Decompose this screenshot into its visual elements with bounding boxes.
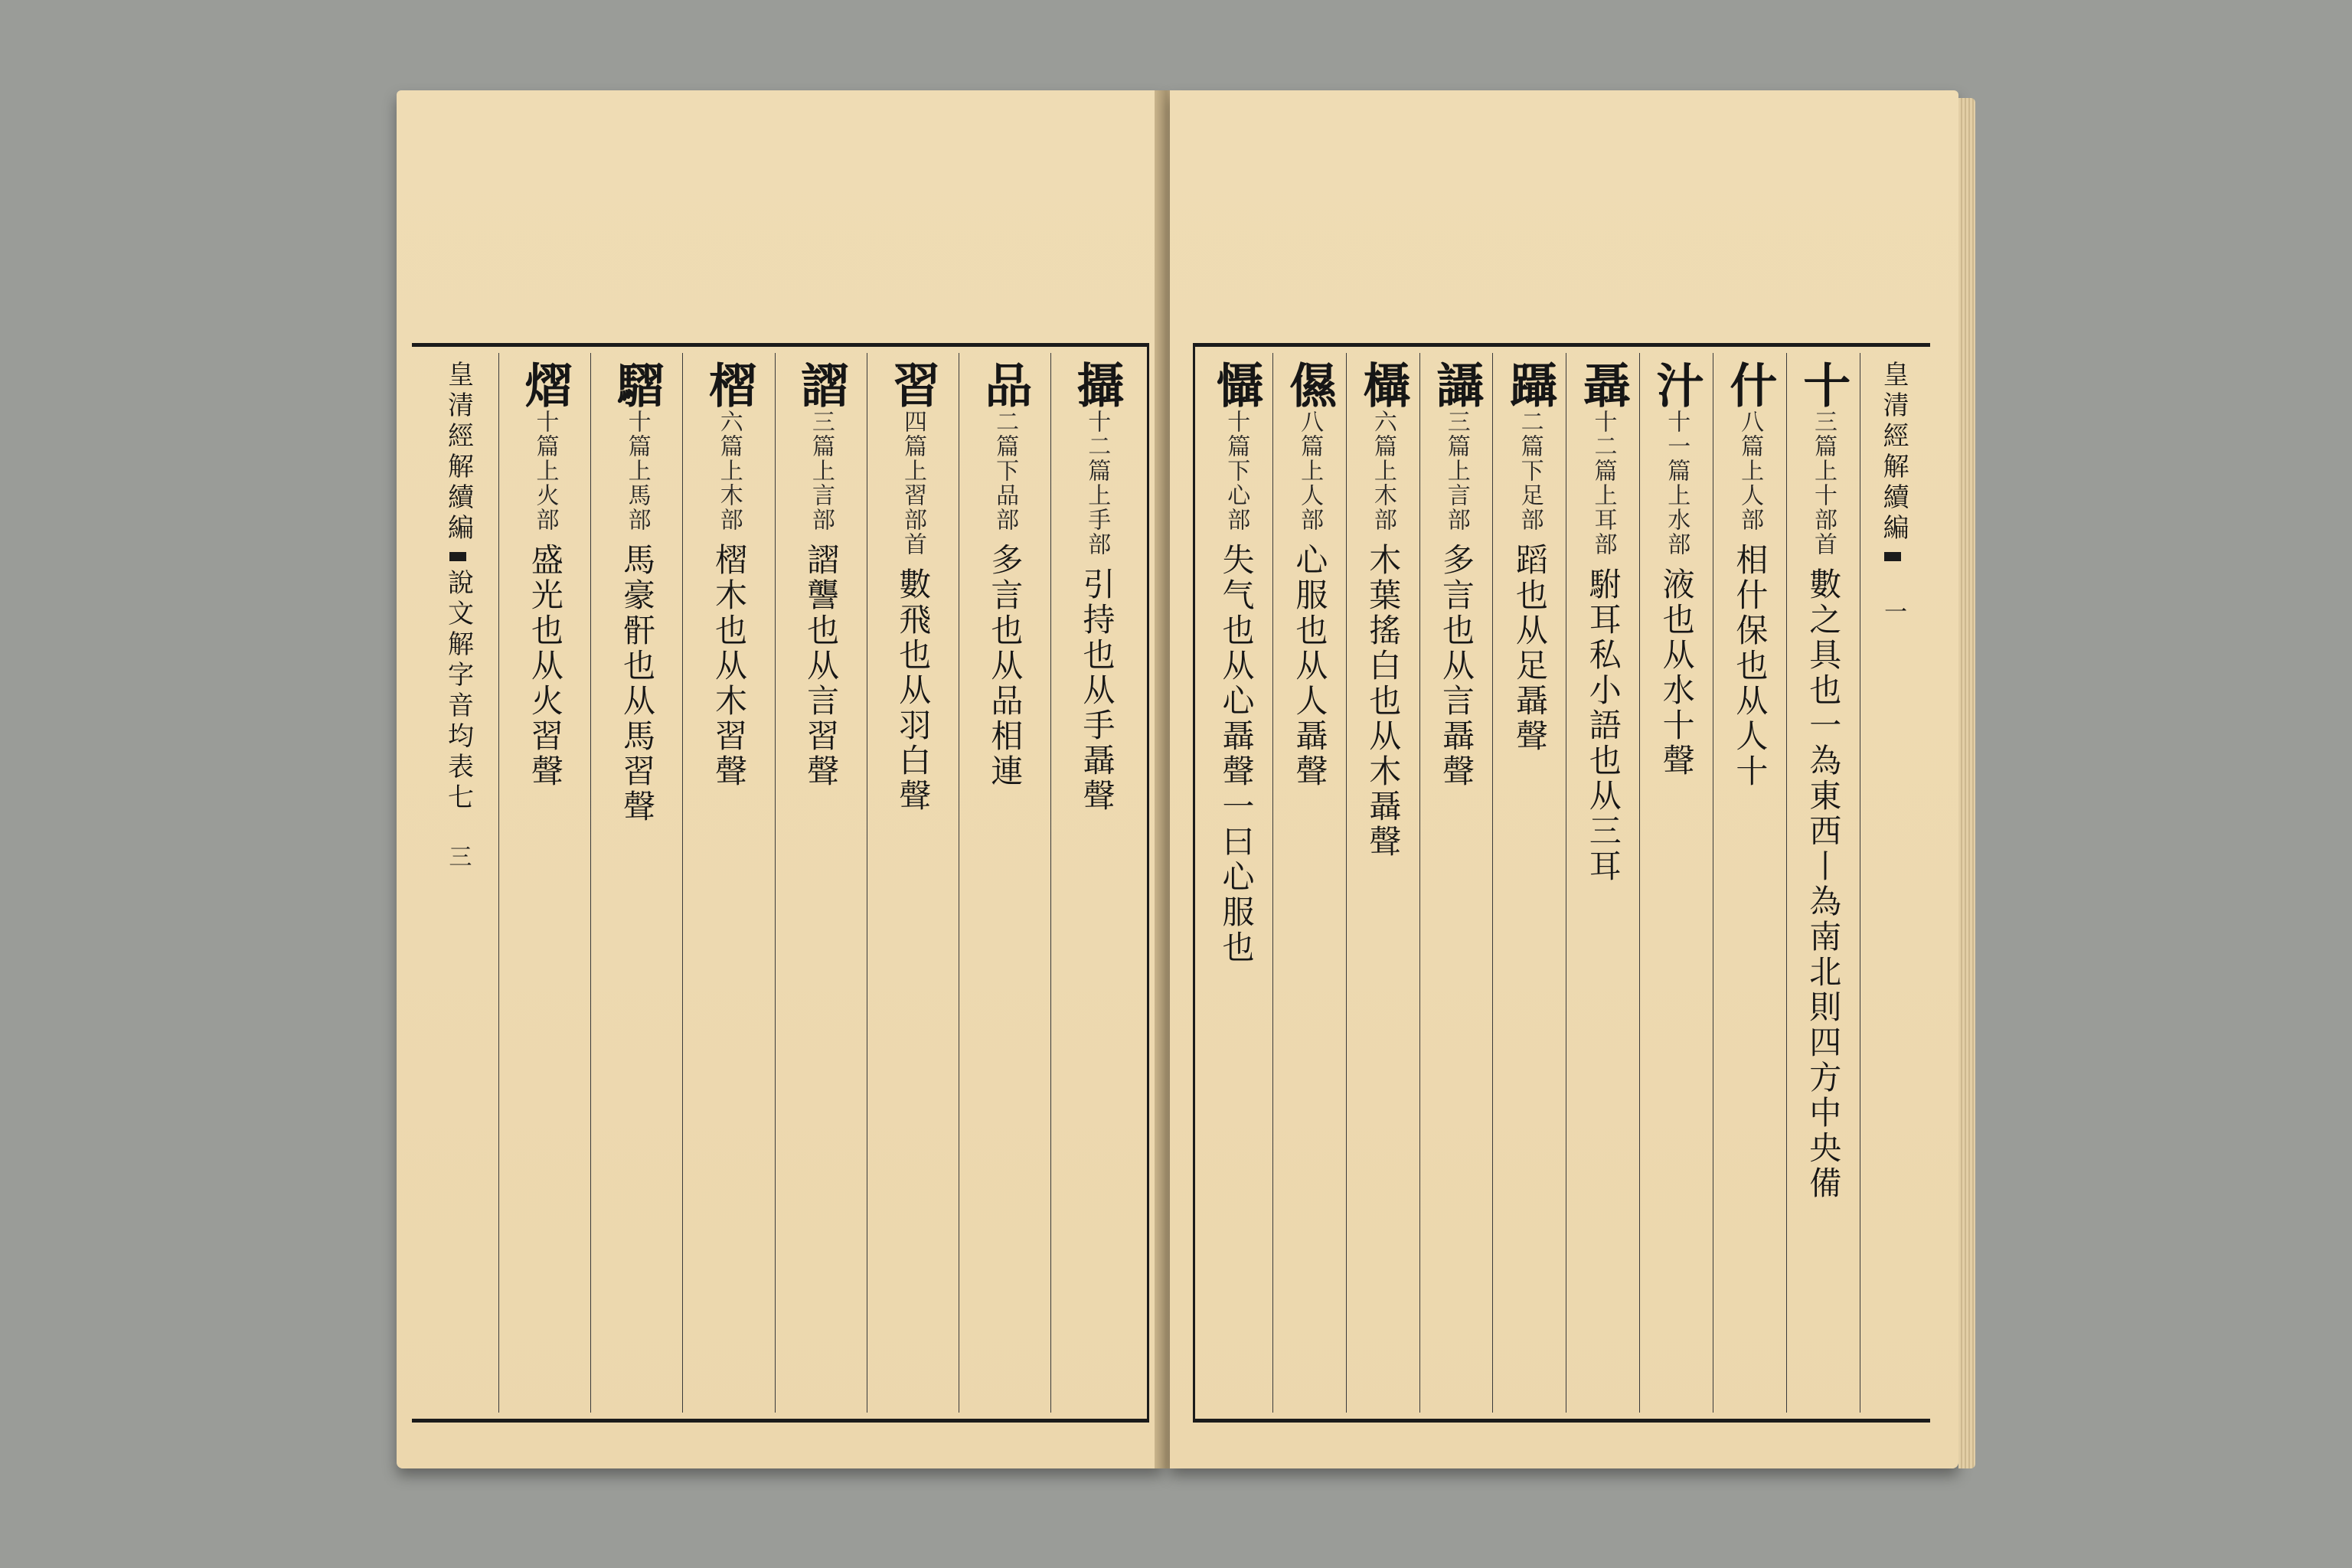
fish-tail-mark bbox=[449, 552, 466, 561]
section-note: 六篇上木部 bbox=[715, 410, 743, 532]
section-note: 八篇上人部 bbox=[1736, 410, 1764, 532]
gloss: 相什保也从人十 bbox=[1731, 543, 1769, 789]
headword: 讘 bbox=[1428, 361, 1485, 410]
gloss: 多言也从品相連 bbox=[986, 543, 1024, 789]
gloss: 數飛也从羽白聲 bbox=[894, 567, 933, 814]
fish-tail-mark bbox=[1884, 552, 1901, 561]
column bbox=[1713, 353, 1786, 1413]
headword: 熠 bbox=[517, 361, 573, 410]
gloss: 木葉搖白也从木聶聲 bbox=[1364, 543, 1403, 860]
headword: 汁 bbox=[1648, 361, 1705, 410]
column bbox=[867, 353, 959, 1413]
left-page bbox=[397, 90, 1162, 1468]
column bbox=[1272, 353, 1346, 1413]
column bbox=[1566, 353, 1639, 1413]
headword: 謵 bbox=[792, 361, 849, 410]
gloss: 謵讋也从言習聲 bbox=[802, 543, 841, 789]
gloss: 盛光也从火習聲 bbox=[526, 543, 564, 789]
chapter-title: 說文解字音均表七 bbox=[443, 569, 474, 814]
column bbox=[1786, 353, 1860, 1413]
section-note: 十篇下心部 bbox=[1223, 410, 1250, 532]
gloss: 心服也从人聶聲 bbox=[1291, 543, 1329, 789]
headword: 欇 bbox=[1354, 361, 1411, 410]
spine-column bbox=[416, 353, 498, 1413]
section-note: 八篇上人部 bbox=[1296, 410, 1324, 532]
column bbox=[498, 353, 590, 1413]
gloss: 多言也从言聶聲 bbox=[1438, 543, 1476, 789]
gloss: 數之具也一為東西丨為南北則四方中央備 bbox=[1805, 567, 1843, 1201]
left-text-frame bbox=[412, 343, 1149, 1423]
book-title: 皇清經解續編 bbox=[443, 361, 474, 544]
section-note: 十二篇上手部 bbox=[1083, 410, 1111, 557]
column bbox=[1200, 353, 1272, 1413]
headword: 十 bbox=[1795, 361, 1851, 410]
section-note: 三篇上言部 bbox=[807, 410, 835, 532]
headword: 品 bbox=[976, 361, 1033, 410]
headword: 槢 bbox=[701, 361, 757, 410]
section-note: 十篇上火部 bbox=[531, 410, 559, 532]
column bbox=[1492, 353, 1566, 1413]
column bbox=[1639, 353, 1713, 1413]
section-note: 六篇上木部 bbox=[1369, 410, 1396, 532]
gloss: 馬豪骭也从馬習聲 bbox=[618, 543, 656, 825]
section-note: 二篇下品部 bbox=[991, 410, 1019, 532]
section-note: 十一篇上水部 bbox=[1663, 410, 1690, 557]
headword: 聶 bbox=[1575, 361, 1632, 410]
right-text-frame bbox=[1193, 343, 1930, 1423]
section-note: 四篇上習部首 bbox=[899, 410, 926, 557]
page-number: 三 bbox=[444, 844, 472, 867]
headword: 儑 bbox=[1281, 361, 1338, 410]
gloss: 駙耳私小語也从三耳 bbox=[1584, 567, 1622, 884]
section-note: 三篇上十部首 bbox=[1809, 410, 1837, 557]
headword: 攝 bbox=[1068, 361, 1125, 410]
spine-column bbox=[1860, 353, 1926, 1413]
page-edges bbox=[1958, 98, 1975, 1468]
gloss: 引持也从手聶聲 bbox=[1078, 567, 1116, 814]
column bbox=[775, 353, 867, 1413]
column bbox=[1419, 353, 1493, 1413]
headword: 騽 bbox=[609, 361, 665, 410]
gloss: 槢木也从木習聲 bbox=[710, 543, 749, 789]
column bbox=[1346, 353, 1419, 1413]
open-book bbox=[397, 90, 1965, 1499]
gloss: 失气也从心聶聲一曰心服也 bbox=[1217, 543, 1256, 965]
right-page bbox=[1170, 90, 1958, 1468]
page-number: 一 bbox=[1880, 599, 1907, 622]
section-note: 三篇上言部 bbox=[1442, 410, 1470, 532]
headword: 習 bbox=[884, 361, 941, 410]
section-note: 十篇上馬部 bbox=[623, 410, 651, 532]
headword: 懾 bbox=[1208, 361, 1265, 410]
column bbox=[682, 353, 774, 1413]
headword: 什 bbox=[1721, 361, 1778, 410]
section-note: 二篇下足部 bbox=[1516, 410, 1544, 532]
book-title: 皇清經解續編 bbox=[1878, 361, 1909, 544]
gloss: 液也从水十聲 bbox=[1658, 567, 1696, 779]
column bbox=[959, 353, 1050, 1413]
column bbox=[1050, 353, 1142, 1413]
gloss: 蹈也从足聶聲 bbox=[1511, 543, 1549, 754]
section-note: 十二篇上耳部 bbox=[1589, 410, 1617, 557]
column bbox=[590, 353, 682, 1413]
headword: 躡 bbox=[1501, 361, 1558, 410]
